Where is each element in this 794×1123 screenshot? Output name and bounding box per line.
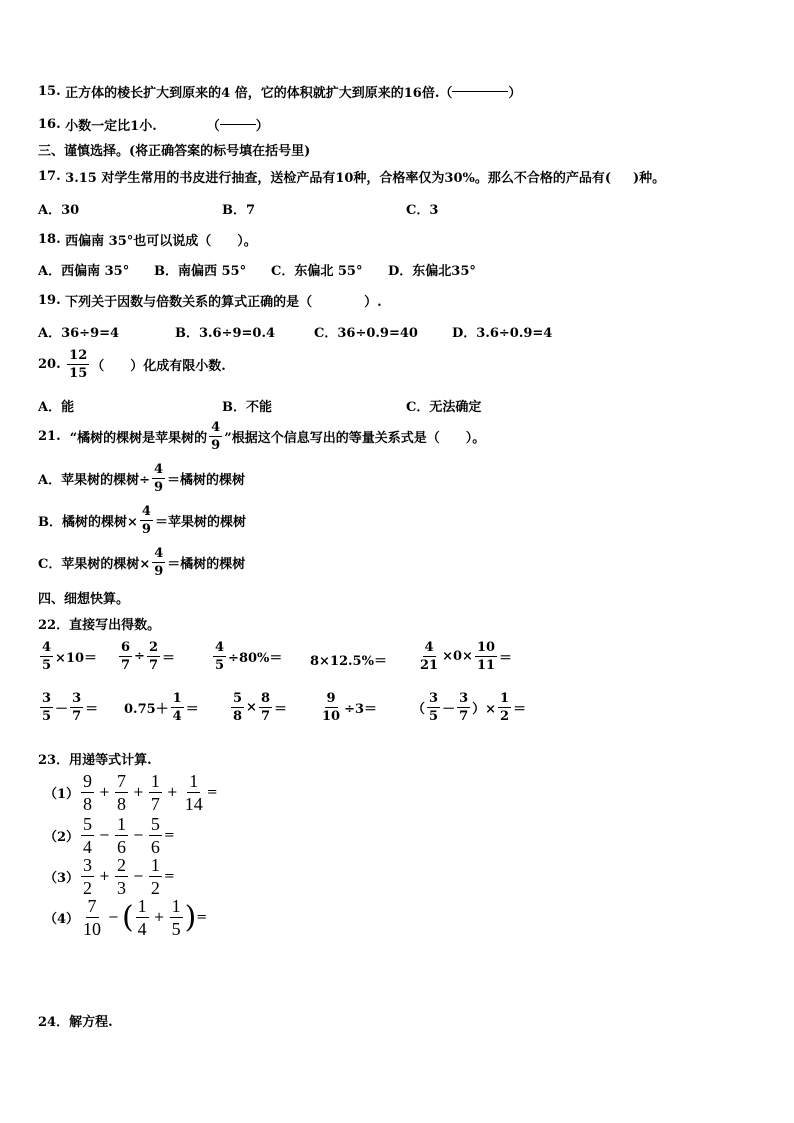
fraction: $\frac{4}{9}$ bbox=[141, 504, 151, 537]
calc-problem-3: （3） $\frac{3}{2}$ + $\frac{2}{3}$ − $\frac{1}{2}$ = bbox=[44, 855, 175, 898]
calc-item: $\frac{4}{21}$ ×0× $\frac{10}{11}$ ＝ bbox=[420, 640, 513, 673]
calc-item: $\frac{3}{5}$ － $\frac{3}{7}$ ＝ bbox=[42, 691, 99, 724]
paren-open: （ bbox=[206, 119, 220, 134]
question-24-title: 24．解方程. bbox=[38, 1015, 113, 1030]
option-c[interactable]: C．36÷0.9=40 bbox=[314, 326, 418, 341]
question-number: 18. bbox=[38, 232, 61, 247]
calc-item: $\frac{4}{5}$ ÷80%＝ bbox=[215, 640, 283, 673]
calc-problem-2: （2） $\frac{5}{4}$ − $\frac{1}{6}$ − $\frac{5}{6}$ = bbox=[44, 814, 175, 857]
calc-item: $\frac{5}{8}$ × $\frac{8}{7}$ ＝ bbox=[233, 691, 288, 724]
option-b[interactable]: B．3.6÷9=0.4 bbox=[175, 326, 276, 341]
question-text: 小数一定比1小. bbox=[65, 119, 157, 134]
calc-item: （ $\frac{3}{5}$ － $\frac{3}{7}$ ）× $\frac{1}{2}$ ＝ bbox=[412, 691, 527, 724]
question-text: 西偏南 35°也可以说成（ ）。 bbox=[65, 234, 257, 249]
question-21 bbox=[38, 421, 485, 452]
option-b[interactable]: B．不能 bbox=[222, 400, 272, 415]
paren-close: ） bbox=[508, 86, 522, 101]
answer-blank[interactable] bbox=[220, 124, 256, 125]
question-23-title: 23．用递等式计算. bbox=[38, 753, 152, 768]
question-20 bbox=[38, 349, 226, 380]
option-c[interactable]: C．东偏北 55° bbox=[271, 264, 363, 279]
calc-item: $\frac{4}{5}$ ×10＝ bbox=[42, 640, 98, 673]
question-17 bbox=[38, 167, 665, 186]
calc-item: $\frac{6}{7}$ ÷ $\frac{2}{7}$ ＝ bbox=[121, 640, 176, 673]
question-text: 下列关于因数与倍数关系的算式正确的是（ ）. bbox=[65, 295, 382, 310]
option-a[interactable]: A．36÷9=4 bbox=[38, 326, 120, 341]
answer-blank[interactable] bbox=[452, 91, 508, 92]
option-d[interactable]: D．3.6÷0.9=4 bbox=[452, 326, 553, 341]
calc-item: 8×12.5%＝ bbox=[310, 654, 387, 669]
option-a[interactable]: A．能 bbox=[38, 400, 75, 415]
question-number: 21. bbox=[38, 429, 61, 444]
question-18 bbox=[38, 230, 257, 249]
section-heading-3: 三、谨慎选择。(将正确答案的标号填在括号里) bbox=[38, 144, 311, 159]
option-b[interactable]: B．南偏西 55° bbox=[154, 264, 247, 279]
question-15 bbox=[38, 82, 521, 101]
option-c[interactable]: C．3 bbox=[406, 203, 439, 218]
option-a[interactable]: A．苹果树的棵树÷ $\frac{4}{9}$ ＝橘树的棵树 bbox=[38, 462, 246, 495]
option-a[interactable]: A．西偏南 35° bbox=[38, 264, 130, 279]
question-number: 17. bbox=[38, 169, 61, 184]
question-text: 正方体的棱长扩大到原来的4 倍，它的体积就扩大到原来的16倍.（ bbox=[65, 86, 453, 101]
question-text-end: ”根据这个信息写出的等量关系式是（ ）。 bbox=[224, 431, 486, 446]
question-16 bbox=[38, 115, 269, 134]
question-text: （ ）化成有限小数. bbox=[91, 359, 226, 374]
calc-problem-1: （1） $\frac{9}{8}$ + $\frac{7}{8}$ + $\frac{1}{7}$ + $\frac{1}{14}$ = bbox=[44, 771, 218, 814]
question-text-end: )种。 bbox=[633, 171, 666, 186]
calc-problem-4: （4） $\frac{7}{10}$ − ( $\frac{1}{4}$ + $\frac{1}{5}$ ) = bbox=[44, 896, 208, 939]
calc-item: 0.75＋ $\frac{1}{4}$ ＝ bbox=[124, 691, 199, 724]
question-number: 15. bbox=[38, 84, 61, 99]
question-text: 3.15 对学生常用的书皮进行抽查，送检产品有10种，合格率仅为30%。那么不合格的产品有( bbox=[65, 171, 612, 186]
question-19 bbox=[38, 291, 382, 310]
section-heading-4: 四、细想快算。 bbox=[38, 592, 130, 607]
option-b[interactable]: B．橘树的棵树× $\frac{4}{9}$ ＝苹果树的棵树 bbox=[38, 504, 246, 537]
option-c[interactable]: C．无法确定 bbox=[406, 400, 482, 415]
fraction: $\frac{4}{9}$ bbox=[154, 546, 164, 579]
option-c[interactable]: C．苹果树的棵树× $\frac{4}{9}$ ＝橘树的棵树 bbox=[38, 546, 246, 579]
fraction: $\frac{12}{15}$ bbox=[69, 348, 88, 381]
fraction: $\frac{4}{9}$ bbox=[153, 462, 164, 495]
fraction: $\frac{4}{9}$ bbox=[211, 420, 221, 453]
question-22-title: 22．直接写出得数。 bbox=[38, 618, 161, 633]
question-number: 19. bbox=[38, 293, 61, 308]
question-number: 20. bbox=[38, 357, 61, 372]
option-a[interactable]: A．30 bbox=[38, 203, 80, 218]
option-b[interactable]: B．7 bbox=[222, 203, 256, 218]
calc-item: $\frac{9}{10}$ ÷3＝ bbox=[322, 691, 378, 724]
question-number: 16. bbox=[38, 117, 61, 132]
question-text: “橘树的棵树是苹果树的 bbox=[69, 431, 208, 446]
paren-close: ） bbox=[255, 119, 269, 134]
option-d[interactable]: D．东偏北35° bbox=[388, 264, 476, 279]
